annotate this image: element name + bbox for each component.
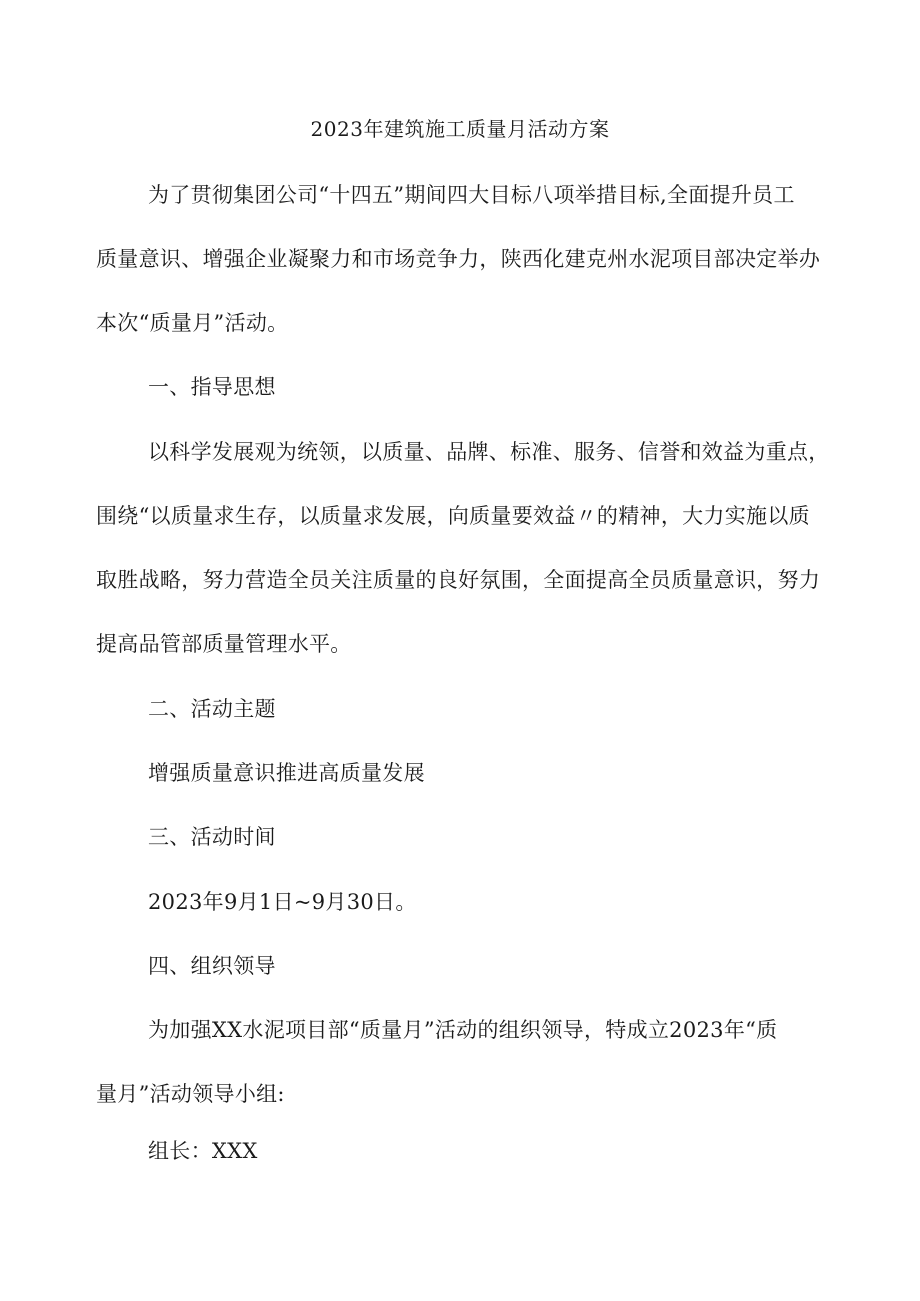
paragraph-time: 2023年9月1日~9月30日。 — [148, 890, 417, 914]
paragraph-intro-line-1: 为了贯彻集团公司“十四五”期间四大目标八项举措目标,全面提升员工 — [148, 183, 795, 207]
section-heading-organization: 四、组织领导 — [148, 954, 276, 978]
paragraph-organization-line-1: 为加强XX水泥项目部“质量月”活动的组织领导，特成立2023年“质 — [148, 1018, 778, 1042]
document-title: 2023年建筑施工质量月活动方案 — [310, 117, 610, 141]
paragraph-organization-line-2: 量月”活动领导小组: — [96, 1082, 285, 1106]
section-heading-guiding-ideology: 一、指导思想 — [148, 375, 276, 399]
section-heading-activity-time: 三、活动时间 — [148, 825, 276, 849]
paragraph-ideology-line-1: 以科学发展观为统领，以质量、品牌、标准、服务、信誉和效益为重点， — [148, 440, 830, 464]
paragraph-leader: 组长：XXX — [148, 1139, 258, 1163]
paragraph-ideology-line-3: 取胜战略，努力营造全员关注质量的良好氛围，全面提高全员质量意识，努力 — [96, 568, 821, 592]
paragraph-ideology-line-2: 围绕“以质量求生存，以质量求发展，向质量要效益〃的精神，大力实施以质 — [96, 504, 810, 528]
paragraph-ideology-line-4: 提高品管部质量管理水平。 — [96, 632, 352, 656]
paragraph-theme: 增强质量意识推进高质量发展 — [148, 761, 425, 785]
section-heading-activity-theme: 二、活动主题 — [148, 697, 276, 721]
paragraph-intro-line-3: 本次“质量月”活动。 — [96, 311, 289, 335]
paragraph-intro-line-2: 质量意识、增强企业凝聚力和市场竞争力，陕西化建克州水泥项目部决定举办 — [96, 247, 821, 271]
